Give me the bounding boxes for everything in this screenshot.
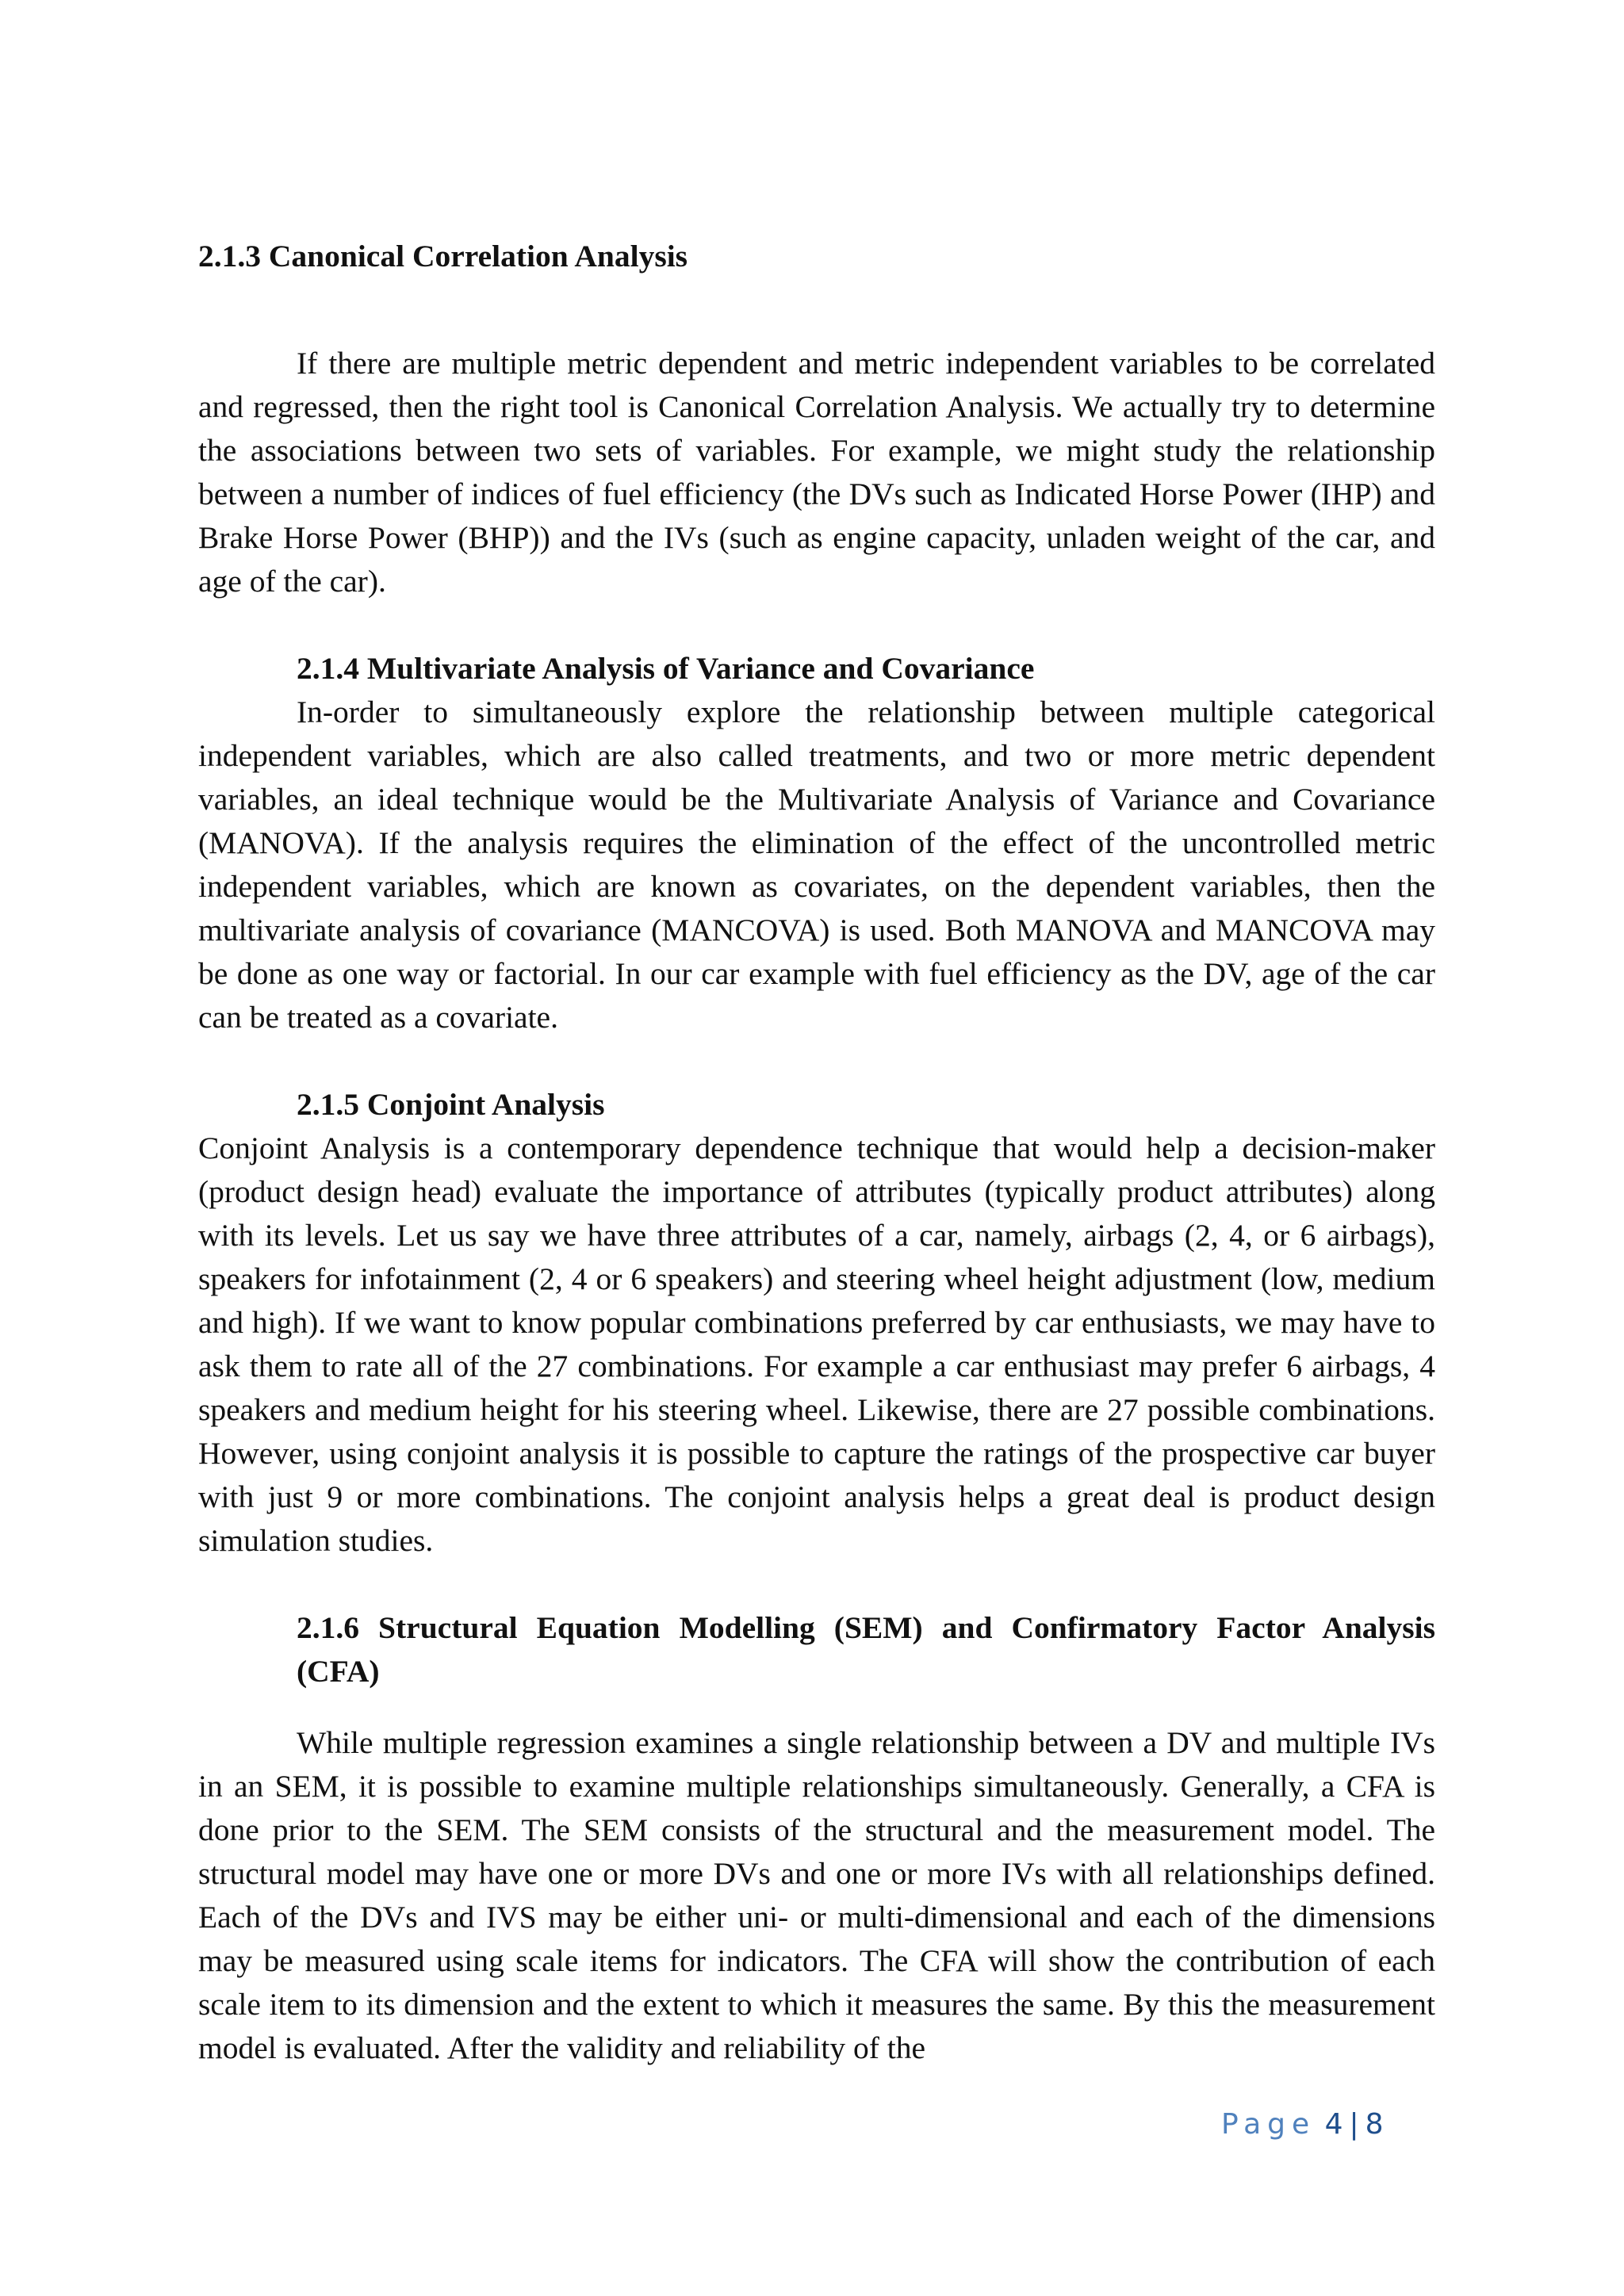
total-pages: 8 [1365,2108,1384,2141]
section-heading-canonical-correlation: 2.1.3 Canonical Correlation Analysis [198,239,688,274]
section-paragraph-sem-cfa: While multiple regression examines a single relationship between a DV and multiple IVs in an SEM, it is possible to examine multiple relationships simultaneously. Generally, a CFA is done prior to the SEM. The SEM consists of the structural and the measurement model. The structural model may have one or more DVs and one or more IVs with all relationships defined. Each of the DVs and IVS may be either uni- or multi-dimensional and each of the dimensions may be measured using scale items for indicators. The CFA will show the contribution of each scale item to its dimension and the extent to which it measures the same. By this the measurement model is evaluated. After the validity and reliability of the [198,1725,1435,2065]
section-heading-conjoint: 2.1.5 Conjoint Analysis [297,1087,605,1122]
section-paragraph-conjoint: Conjoint Analysis is a contemporary dependence technique that would help a decision-maker (product design head) evaluate the importance of attributes (typically product attributes) along with its levels. Let us say we have three attributes of a car, namely, airbags (2, 4, or 6 airbags), speakers for infotainment (2, 4 or 6 speakers) and steering wheel height adjustment (low, medium and high). If we want to know popular combinations preferred by car enthusiasts, we may have to ask them to rate all of the 27 combinations. For example a car enthusiast may prefer 6 airbags, 4 speakers and medium height for his steering wheel. Likewise, there are 27 possible combinations. However, using conjoint analysis it is possible to capture the ratings of the prospective car buyer with just 9 or more combinations. The conjoint analysis helps a great deal is product design simulation studies. [198,1131,1435,1558]
section-heading-sem-cfa: 2.1.6 Structural Equation Modelling (SEM) and Confirmatory Factor Analysis (CFA) [297,1610,1435,1689]
page-separator: | [1349,2108,1359,2141]
page-content [198,235,1435,2070]
page-number: 4 [1324,2108,1343,2141]
section-paragraph-canonical-correlation: If there are multiple metric dependent and metric independent variables to be correlated and regressed, then the right tool is Canonical Correlation Analysis. We actually try to determine the associations between two sets of variables. For example, we might study the relationship between a number of indices of fuel efficiency (the DVs such as Indicated Horse Power (IHP) and Brake Horse Power (BHP)) and the IVs (such as engine capacity, unladen weight of the car, and age of the car). [198,346,1435,599]
section-paragraph-manova: In-order to simultaneously explore the relationship between multiple categorical independent variables, which are also called treatments, and two or more metric dependent variables, an ideal technique would be the Multivariate Analysis of Variance and Covariance (MANOVA). If the analysis requires the elimination of the effect of the uncontrolled metric independent variables, which are known as covariates, on the dependent variables, then the multivariate analysis of covariance (MANCOVA) is used. Both MANOVA and MANCOVA may be done as one way or factorial. In our car example with fuel efficiency as the DV, age of the car can be treated as a covariate. [198,695,1435,1035]
section-heading-manova: 2.1.4 Multivariate Analysis of Variance and Covariance [297,651,1035,686]
page-footer [1221,2107,1384,2142]
page-label: Page [1221,2108,1316,2141]
